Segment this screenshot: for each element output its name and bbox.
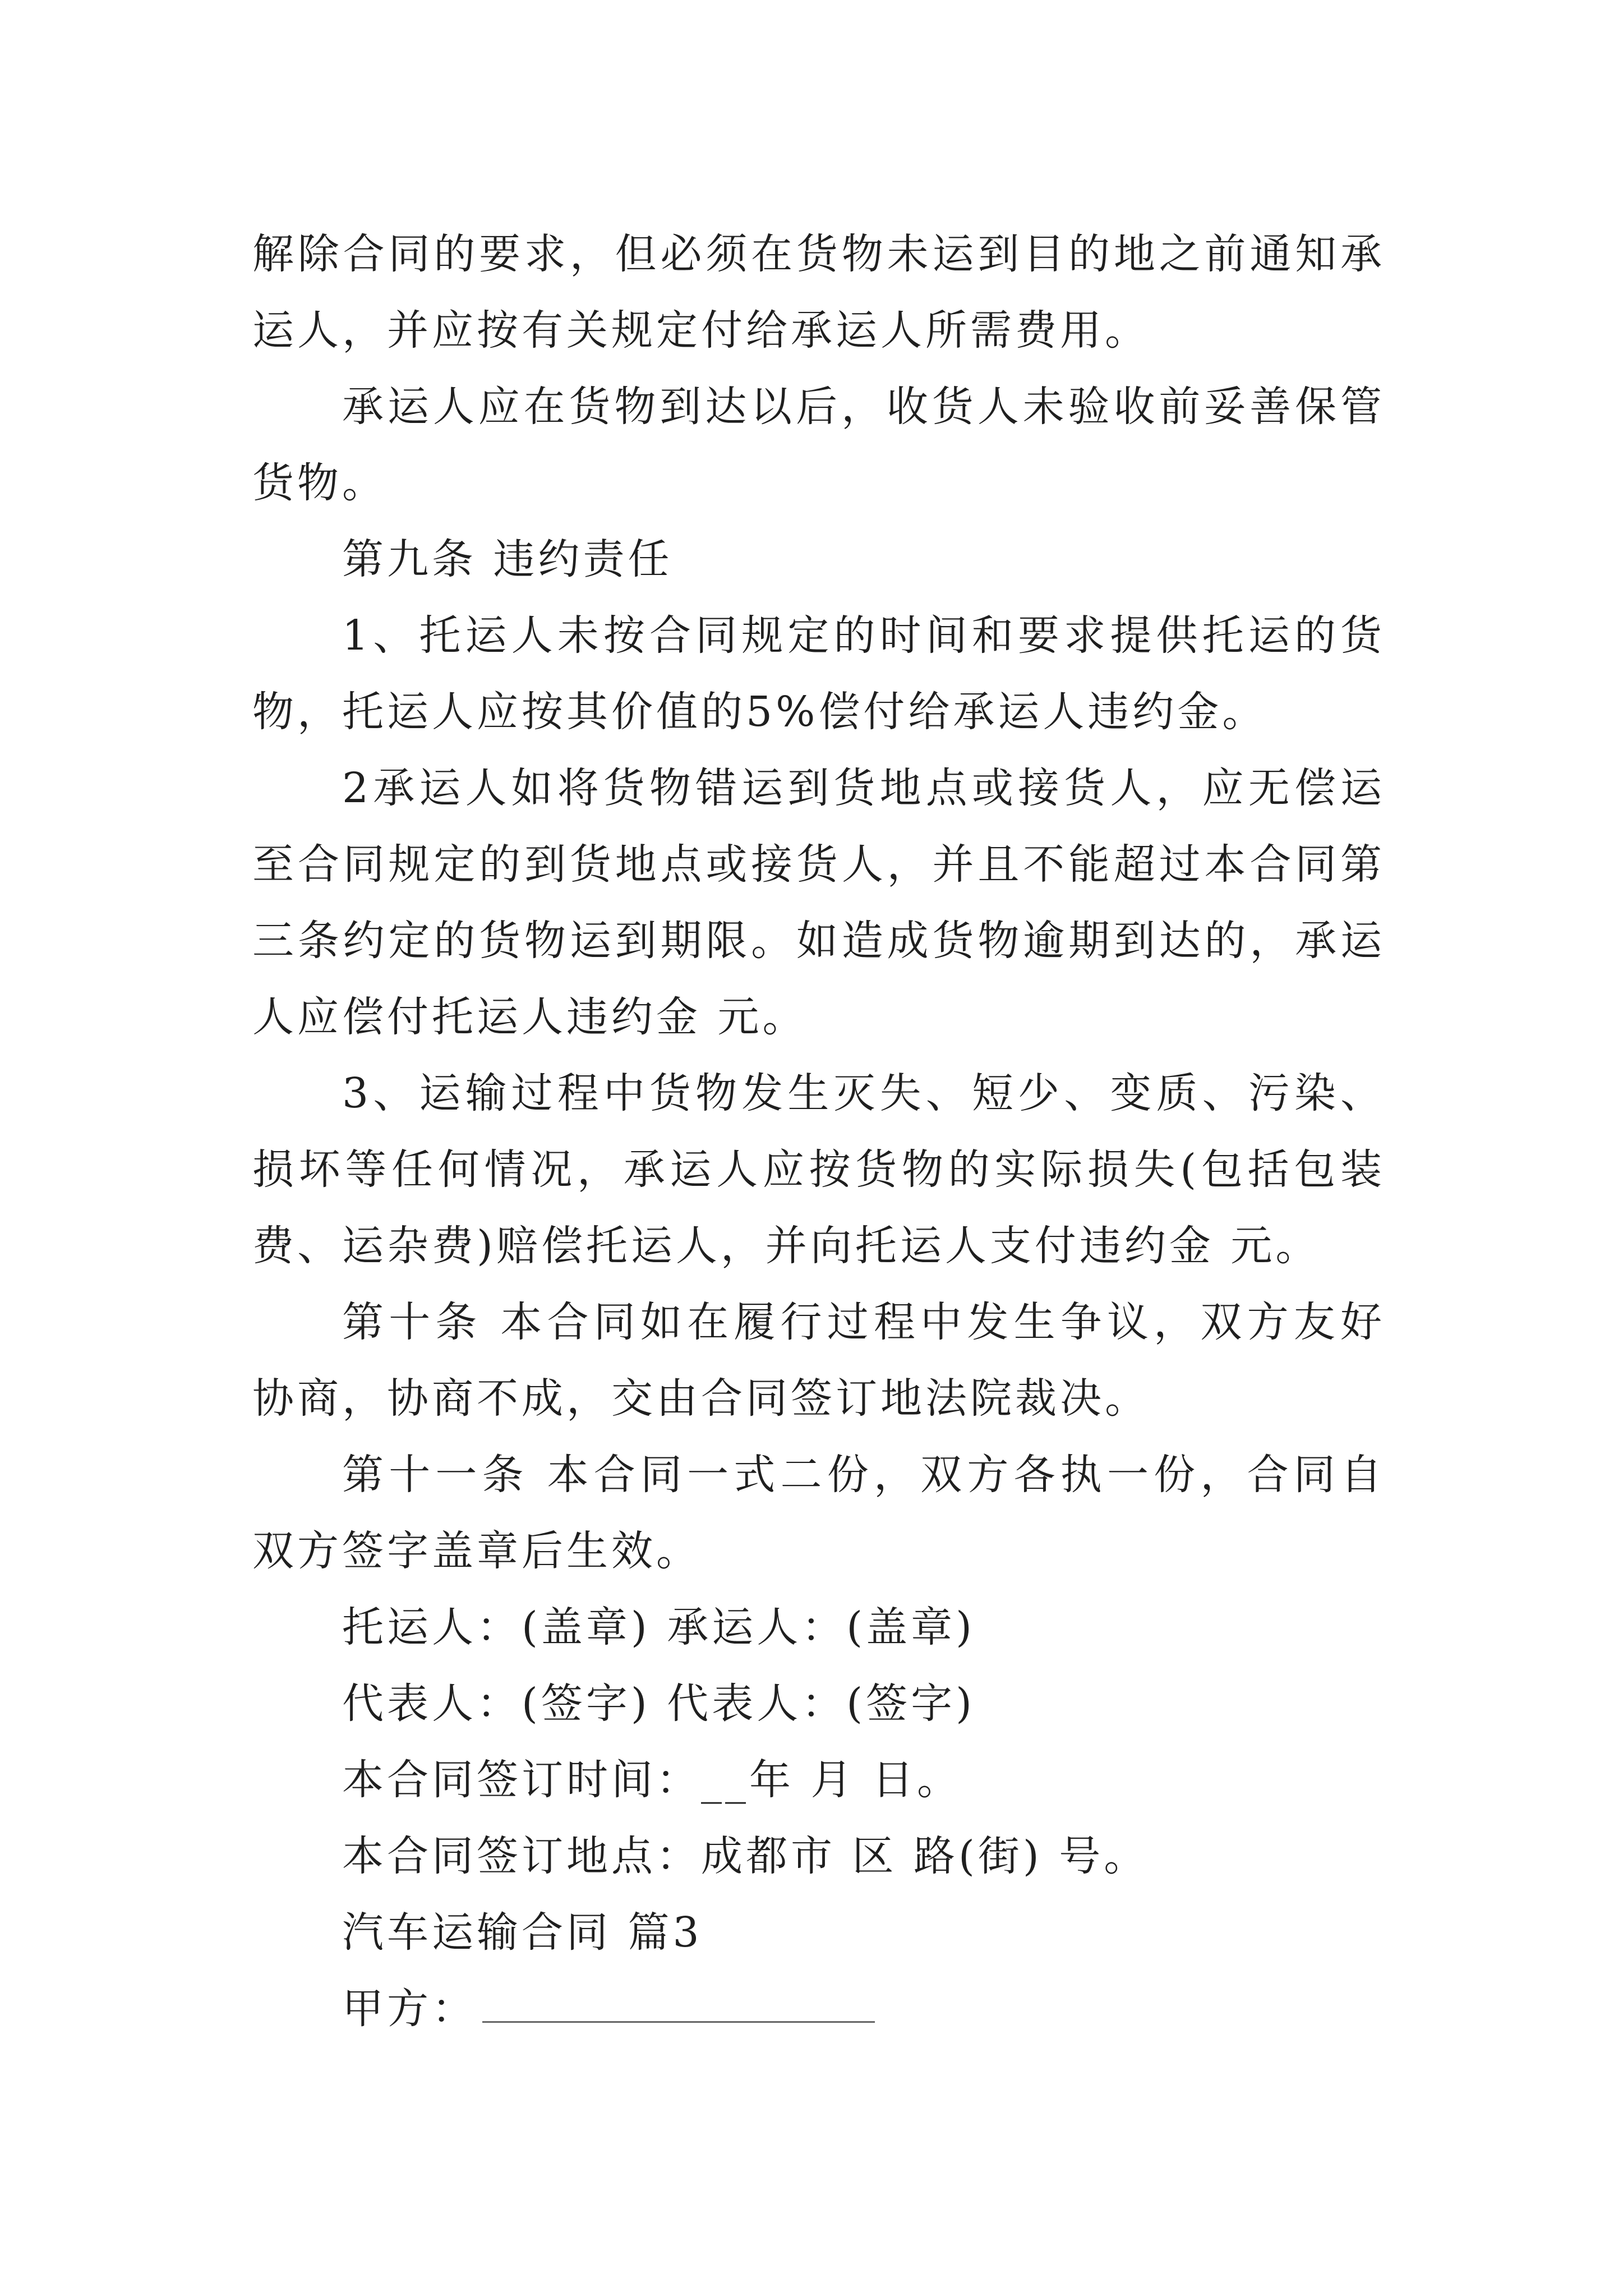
party-a-blank	[482, 1980, 875, 2023]
paragraph-breach-item-1: 1、托运人未按合同规定的时间和要求提供托运的货物，托运人应按其价值的5%偿付给承运人违约金。	[252, 611, 1385, 736]
document-body	[252, 216, 1385, 2047]
signature-line: 代表人：(签字) 代表人：(签字)	[342, 1680, 976, 1728]
signing-place-line: 本合同签订地点：成都市 区 路(街) 号。	[342, 1832, 1149, 1880]
seal-line: 托运人：(盖章) 承运人：(盖章)	[342, 1603, 976, 1651]
party-a-label: 甲方：	[342, 1985, 477, 2033]
party-a-line	[252, 1971, 1385, 2047]
section-title: 汽车运输合同 篇3	[342, 1908, 703, 1957]
signing-date-line: 本合同签订时间：__年 月 日。	[342, 1756, 962, 1804]
paragraph-goods-custody: 承运人应在货物到达以后，收货人未验收前妥善保管货物。	[252, 383, 1385, 507]
paragraph-breach-item-2: 2承运人如将货物错运到货地点或接货人，应无偿运至合同规定的到货地点或接货人，并且不能超过本合同第三条约定的货物运到期限。如造成货物逾期到达的，承运人应偿付托运人违约金 元。	[252, 764, 1385, 1041]
article-ten: 第十条 本合同如在履行过程中发生争议，双方友好协商，协商不成，交由合同签订地法院裁决。	[252, 1298, 1385, 1423]
article-nine-heading: 第九条 违约责任	[342, 535, 673, 583]
paragraph-breach-item-3: 3、运输过程中货物发生灭失、短少、变质、污染、损坏等任何情况，承运人应按货物的实际损失(包括包装费、运杂费)赔偿托运人，并向托运人支付违约金 元。	[252, 1069, 1385, 1270]
paragraph-contract-termination: 解除合同的要求，但必须在货物未运到目的地之前通知承运人，并应按有关规定付给承运人所需费用。	[252, 230, 1385, 355]
article-eleven: 第十一条 本合同一式二份，双方各执一份，合同自双方签字盖章后生效。	[252, 1451, 1385, 1575]
